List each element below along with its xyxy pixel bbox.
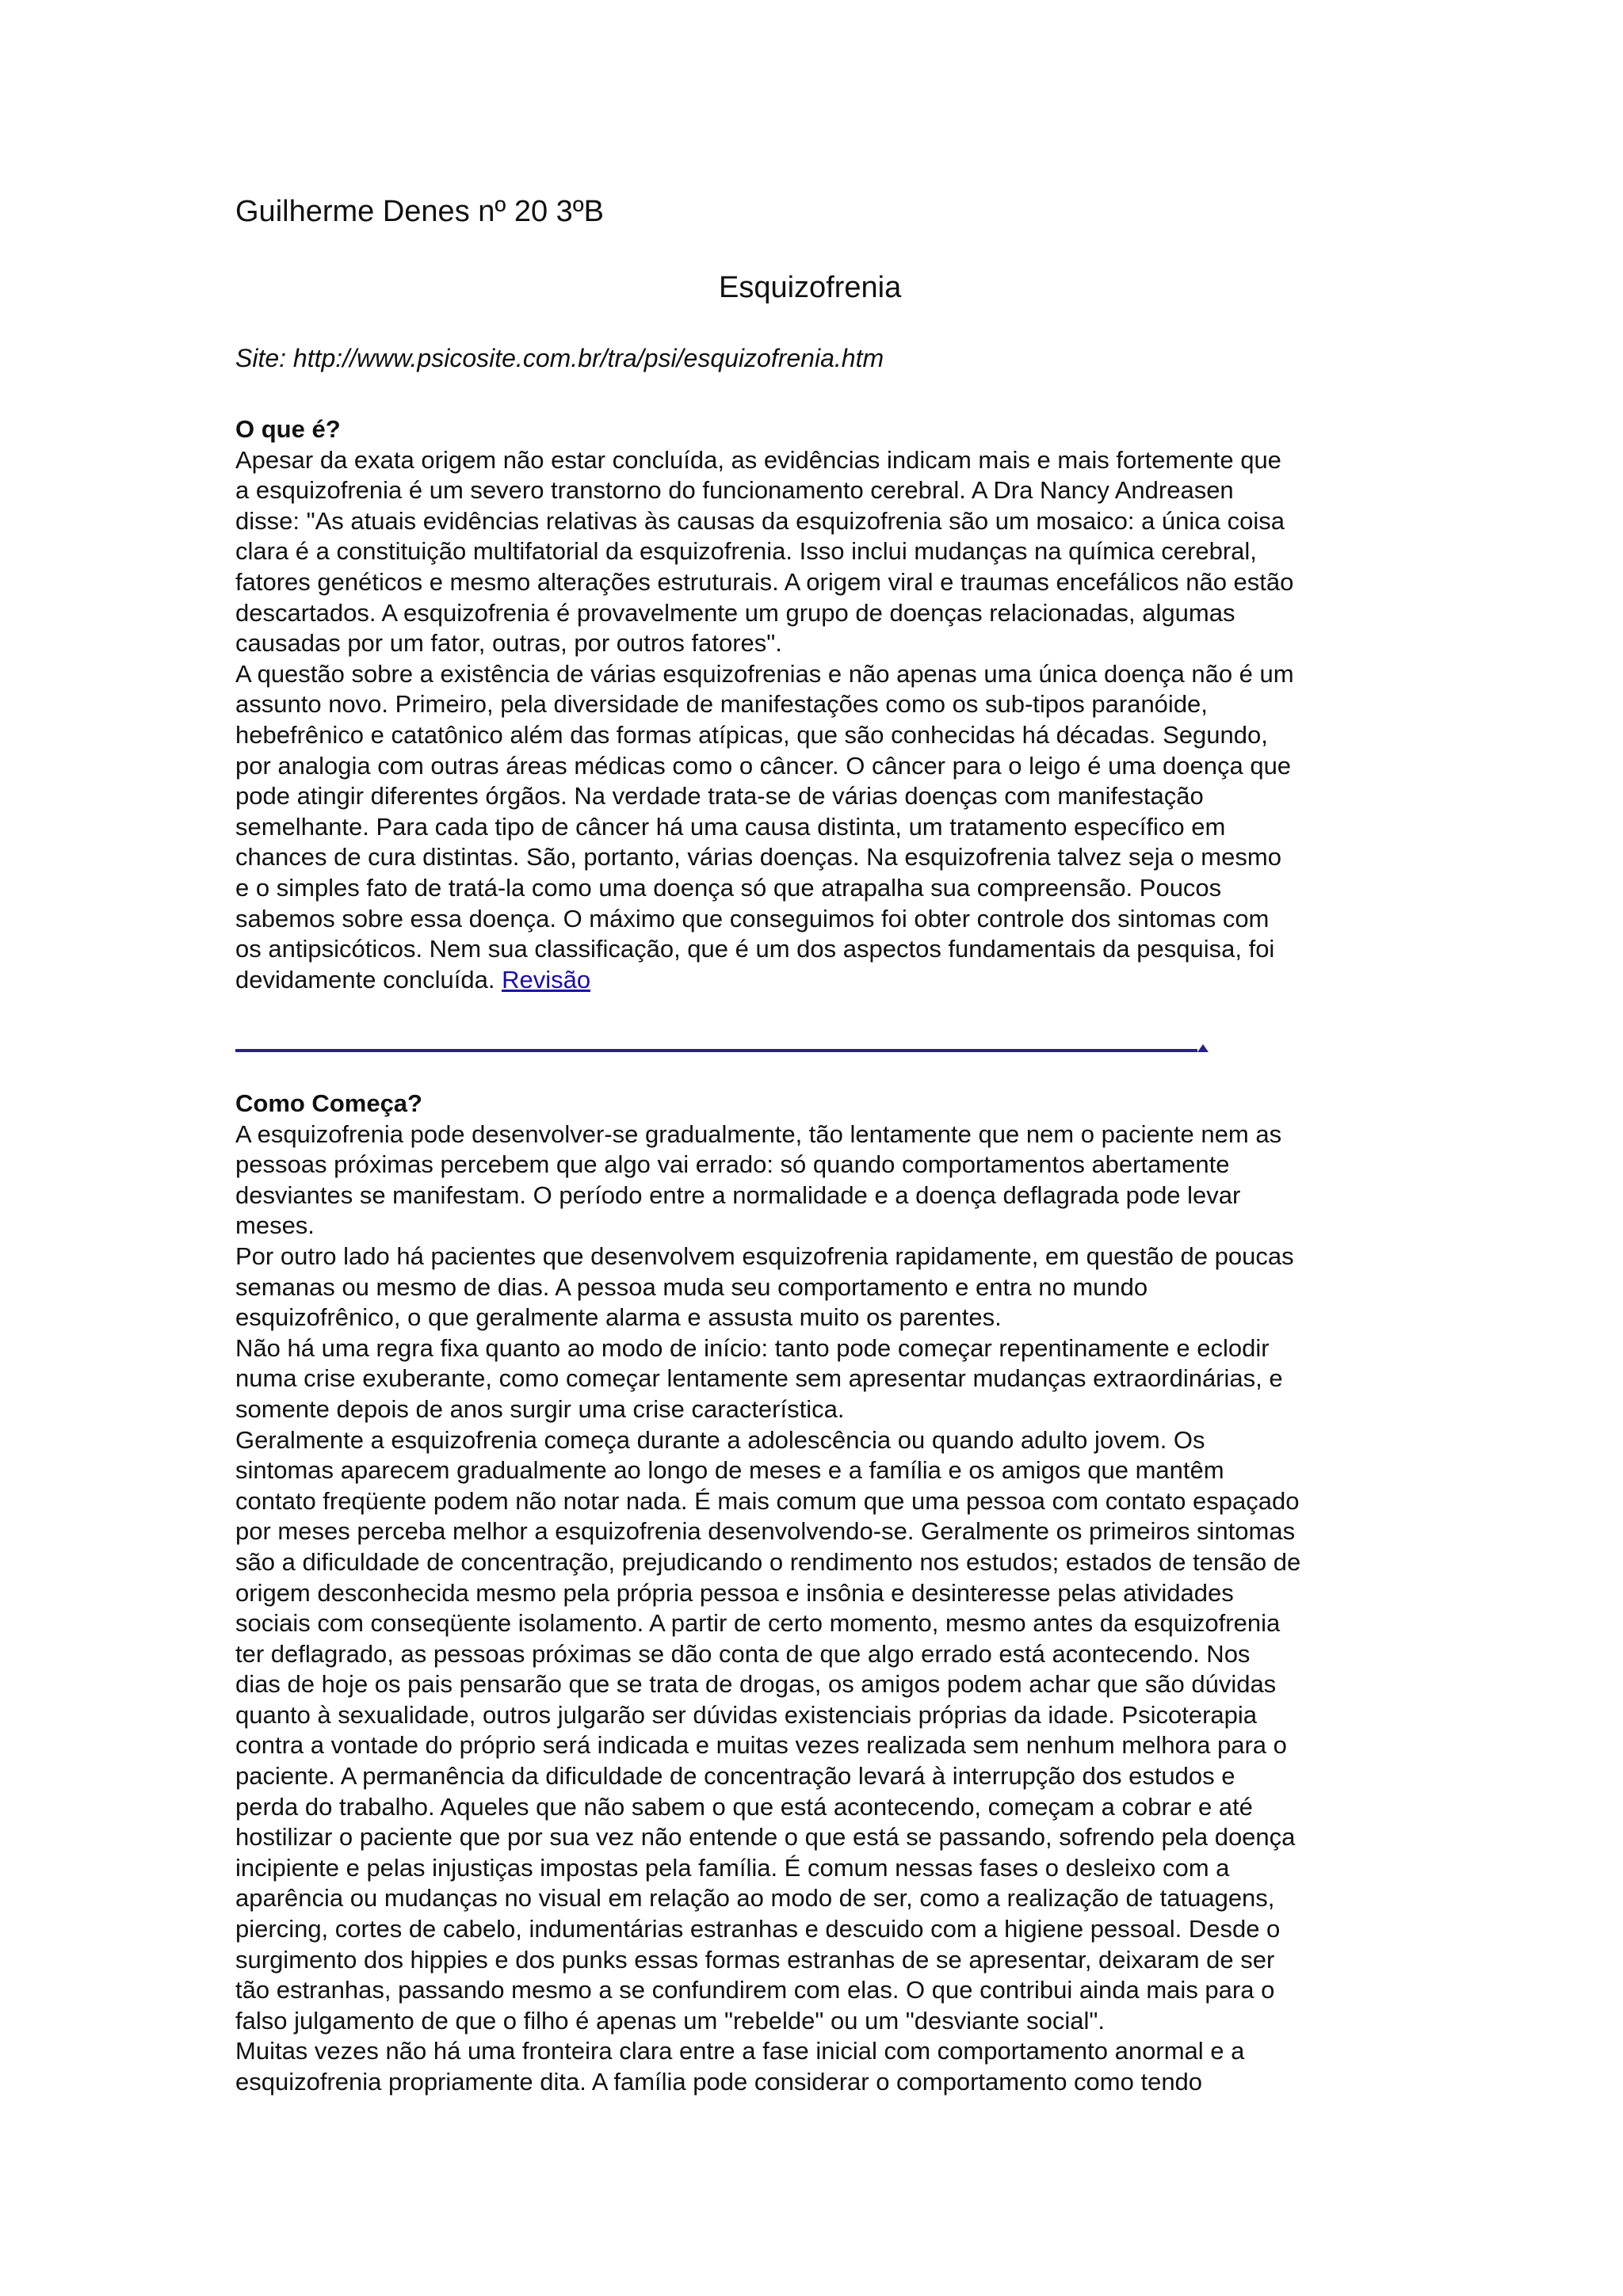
section-what-is	[235, 414, 1424, 995]
text-line: quanto à sexualidade, outros julgarão ser dúvidas existenciais próprias da idade. Psicoterapia	[235, 1700, 1258, 1729]
text-line: esquizofrênico, o que geralmente alarma e assusta muito os parentes.	[235, 1303, 1002, 1332]
text-line: chances de cura distintas. São, portanto, várias doenças. Na esquizofrenia talvez seja o mesmo	[235, 843, 1281, 871]
text-line: descartados. A esquizofrenia é provavelmente um grupo de doenças relacionadas, algumas	[235, 598, 1235, 627]
text-line: os antipsicóticos. Nem sua classificação, que é um dos aspectos fundamentais da pesquisa, foi	[235, 935, 1275, 963]
revision-link[interactable]: Revisão	[502, 965, 591, 994]
text-line: meses.	[235, 1211, 315, 1240]
section-heading: O que é?	[235, 415, 341, 443]
text-line: A esquizofrenia pode desenvolver-se gradualmente, tão lentamente que nem o paciente nem as	[235, 1119, 1282, 1148]
text-line: hostilizar o paciente que por sua vez não entende o que está se passando, sofrendo pela doença	[235, 1823, 1296, 1852]
section-how-it-starts	[235, 1089, 1424, 2098]
text-line: causadas por um fator, outras, por outros fatores".	[235, 629, 782, 658]
section-heading: Como Começa?	[235, 1089, 422, 1117]
text-line: pode atingir diferentes órgãos. Na verdade trata-se de várias doenças com manifestação	[235, 782, 1204, 810]
text-line: por analogia com outras áreas médicas como o câncer. O câncer para o leigo é uma doença que	[235, 751, 1292, 780]
text-line: Muitas vezes não há uma fronteira clara entre a fase inicial com comportamento anormal e a	[235, 2037, 1245, 2065]
text-line: tão estranhas, passando mesmo a se confundirem com elas. O que contribui ainda mais para o	[235, 1976, 1275, 2004]
text-line: desviantes se manifestam. O período entre a normalidade e a doença deflagrada pode levar	[235, 1180, 1241, 1209]
text-line: contato freqüente podem não notar nada. É mais comum que uma pessoa com contato espaçado	[235, 1486, 1300, 1515]
text-line: fatores genéticos e mesmo alterações estruturais. A origem viral e traumas encefálicos não estão	[235, 567, 1294, 596]
text-line: ter deflagrado, as pessoas próximas se dão conta de que algo errado está acontecendo. Nos	[235, 1639, 1251, 1668]
text-line: semanas ou mesmo de dias. A pessoa muda seu comportamento e entra no mundo	[235, 1272, 1148, 1301]
text-line: origem desconhecida mesmo pela própria pessoa e insônia e desinteresse pelas atividades	[235, 1578, 1234, 1607]
divider-rule	[235, 1043, 1209, 1054]
text-line: pessoas próximas percebem que algo vai errado: só quando comportamentos abertamente	[235, 1150, 1230, 1179]
text-line: perda do trabalho. Aqueles que não sabem o que está acontecendo, começam a cobrar e até	[235, 1792, 1253, 1821]
text-line: contra a vontade do próprio será indicada e muitas vezes realizada sem nenhum melhora para o	[235, 1731, 1287, 1760]
text-line: semelhante. Para cada tipo de câncer há uma causa distinta, um tratamento específico em	[235, 812, 1226, 841]
text-line: por meses perceba melhor a esquizofrenia desenvolvendo-se. Geralmente os primeiros sintomas	[235, 1517, 1296, 1546]
text-line: disse: "As atuais evidências relativas às causas da esquizofrenia são um mosaico: a única coisa	[235, 506, 1285, 535]
text-line: são a dificuldade de concentração, prejudicando o rendimento nos estudos; estados de tensão de	[235, 1547, 1301, 1576]
text-line: numa crise exuberante, como começar lentamente sem apresentar mudanças extraordinárias, e	[235, 1364, 1283, 1393]
text-line: a esquizofrenia é um severo transtorno do funcionamento cerebral. A Dra Nancy Andreasen	[235, 476, 1234, 505]
section-last-line	[235, 965, 1424, 996]
text-line: e o simples fato de tratá-la como uma doença só que atrapalha sua compreensão. Poucos	[235, 873, 1222, 902]
text-line: aparência ou mudanças no visual em relação ao modo de ser, como a realização de tatuagens,	[235, 1884, 1275, 1913]
text-line: piercing, cortes de cabelo, indumentárias estranhas e descuido com a higiene pessoal. Desde o	[235, 1915, 1281, 1943]
text-line: paciente. A permanência da dificuldade de concentração levará à interrupção dos estudos e	[235, 1762, 1235, 1791]
text-line: incipiente e pelas injustiças impostas pela família. É comum nessas fases o desleixo com a	[235, 1853, 1230, 1882]
section-body	[235, 1119, 1424, 2098]
author-line: Guilherme Denes nº 20 3ºB	[235, 195, 604, 228]
section-body	[235, 445, 1424, 965]
text-line: clara é a constituição multifatorial da esquizofrenia. Isso inclui mudanças na química cerebral,	[235, 537, 1257, 566]
text-line: assunto novo. Primeiro, pela diversidade de manifestações como os sub-tipos paranóide,	[235, 690, 1208, 719]
source-site: Site: http://www.psicosite.com.br/tra/psi/esquizofrenia.htm	[235, 344, 884, 372]
text-line: falso julgamento de que o filho é apenas um "rebelde" ou um "desviante social".	[235, 2006, 1105, 2035]
text-line: Por outro lado há pacientes que desenvolvem esquizofrenia rapidamente, em questão de poucas	[235, 1241, 1294, 1270]
text-line: hebefrênico e catatônico além das formas atípicas, que são conhecidas há décadas. Segundo,	[235, 720, 1268, 749]
text-line: surgimento dos hippies e dos punks essas formas estranhas de se apresentar, deixaram de ser	[235, 1945, 1275, 1974]
text-line: somente depois de anos surgir uma crise característica.	[235, 1394, 845, 1423]
text-line: sabemos sobre essa doença. O máximo que conseguimos foi obter controle dos sintomas com	[235, 904, 1270, 933]
text-line: Não há uma regra fixa quanto ao modo de início: tanto pode começar repentinamente e eclodir	[235, 1333, 1270, 1362]
document-title: Esquizofrenia	[719, 271, 902, 304]
text-line: dias de hoje os pais pensarão que se trata de drogas, os amigos podem achar que são dúvidas	[235, 1670, 1277, 1699]
text-line: Geralmente a esquizofrenia começa durante a adolescência ou quando adulto jovem. Os	[235, 1425, 1205, 1454]
text-line: esquizofrenia propriamente dita. A família pode considerar o comportamento como tendo	[235, 2068, 1203, 2096]
text-line: Apesar da exata origem não estar concluída, as evidências indicam mais e mais fortemente que	[235, 445, 1281, 474]
text-line: sintomas aparecem gradualmente ao longo de meses e a família e os amigos que mantêm	[235, 1456, 1224, 1485]
body-text: devidamente concluída.	[235, 965, 495, 994]
text-line: sociais com conseqüente isolamento. A partir de certo momento, mesmo antes da esquizofrenia	[235, 1609, 1281, 1638]
text-line: A questão sobre a existência de várias esquizofrenias e não apenas uma única doença não é um	[235, 659, 1294, 688]
